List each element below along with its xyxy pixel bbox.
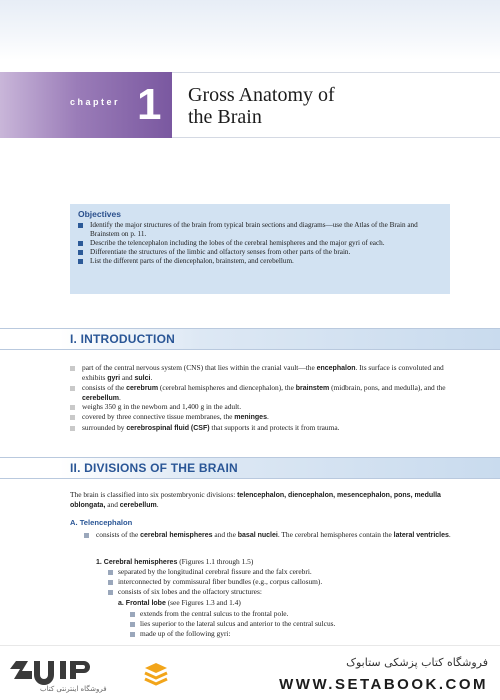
objective-item: Differentiate the structures of the limbic and olfactory senses from other parts of the brain. xyxy=(78,248,442,257)
square-bullet-icon xyxy=(78,250,83,255)
bullet-icon xyxy=(70,415,75,420)
intro-item-1: part of the central nervous system (CNS) that lies within the cranial vault—the encephalon. Its surface is convoluted and exhibits gyri and sulci. xyxy=(82,363,444,383)
intro-item-3: weighs 350 g in the newborn and 1,400 g in the adult. xyxy=(82,402,242,411)
setabook-logo[interactable] xyxy=(10,655,110,685)
chapter-number: 1 xyxy=(137,80,162,129)
bullet-icon xyxy=(108,570,113,575)
telencephalon-item: consists of the cerebral hemispheres and the basal nuclei. The cerebral hemispheres contain the lateral ventricles. xyxy=(96,530,451,539)
footer-url-link[interactable]: WWW.SETABOOK.COM xyxy=(279,676,488,693)
book-stack-icon xyxy=(143,660,169,686)
bullet-icon xyxy=(130,612,135,617)
divisions-intro: The brain is classified into six postembryonic divisions: telencephalon, diencephalon, mesencephalon, pons, medulla oblongata, and cerebellum. xyxy=(70,490,441,510)
chapter-title-line1: Gross Anatomy of xyxy=(188,84,335,106)
bullet-icon xyxy=(70,386,75,391)
hemisphere-item: separated by the longitudinal cerebral fissure and the falx cerebri. xyxy=(118,567,312,576)
chapter-title xyxy=(188,84,438,128)
bullet-icon xyxy=(130,622,135,627)
intro-item-4: covered by three connective tissue membranes, the meninges. xyxy=(82,412,269,421)
bullet-icon xyxy=(70,405,75,410)
frontal-lobe-heading: a. Frontal lobe (see Figures 1.3 and 1.4) xyxy=(118,598,241,607)
hemisphere-item: interconnected by commissural fiber bundles (e.g., corpus callosum). xyxy=(118,577,323,586)
intro-item-2: consists of the cerebrum (cerebral hemispheres and diencephalon), the brainstem (midbrain, pons, and medulla), and the cerebellum. xyxy=(82,383,446,403)
square-bullet-icon xyxy=(78,259,83,264)
bullet-icon xyxy=(70,426,75,431)
bullet-icon xyxy=(130,632,135,637)
cerebral-hemispheres-heading: 1. Cerebral hemispheres (Figures 1.1 through 1.5) xyxy=(96,557,254,566)
section-introduction-title: I. INTRODUCTION xyxy=(70,332,175,346)
objective-item: Identify the major structures of the brain from typical brain sections and diagrams—use the Atlas of the Brain and Brainstem on p. 11. xyxy=(78,221,442,239)
objectives-list xyxy=(78,221,442,266)
frontal-lobe-item: made up of the following gyri: xyxy=(140,629,231,638)
square-bullet-icon xyxy=(78,223,83,228)
frontal-lobe-item: extends from the central sulcus to the frontal pole. xyxy=(140,609,289,618)
hemisphere-item: consists of six lobes and the olfactory structures: xyxy=(118,587,262,596)
section-divisions-title: II. DIVISIONS OF THE BRAIN xyxy=(70,461,238,475)
intro-item-5: surrounded by cerebrospinal fluid (CSF) that supports it and protects it from trauma. xyxy=(82,423,340,432)
subsection-telencephalon: A. Telencephalon xyxy=(70,518,133,527)
objective-item: Describe the telencephalon including the lobes of the cerebral hemispheres and the major gyri of each. xyxy=(78,239,442,248)
bullet-icon xyxy=(70,366,75,371)
frontal-lobe-item: lies superior to the lateral sulcus and anterior to the central sulcus. xyxy=(140,619,336,628)
bullet-icon xyxy=(108,590,113,595)
bullet-icon xyxy=(108,580,113,585)
objectives-heading: Objectives xyxy=(78,209,121,219)
top-shade xyxy=(0,0,500,60)
bullet-icon xyxy=(84,533,89,538)
footer-logo-subtitle: فروشگاه اینترنتی کتاب xyxy=(40,685,107,693)
chapter-label: chapter xyxy=(70,97,121,107)
footer-store-name: فروشگاه کتاب پزشکی ستابوک xyxy=(346,656,488,669)
chapter-title-line2: the Brain xyxy=(188,106,262,128)
objectives-box xyxy=(70,204,450,294)
objective-item: List the different parts of the diencephalon, brainstem, and cerebellum. xyxy=(78,257,442,266)
square-bullet-icon xyxy=(78,241,83,246)
